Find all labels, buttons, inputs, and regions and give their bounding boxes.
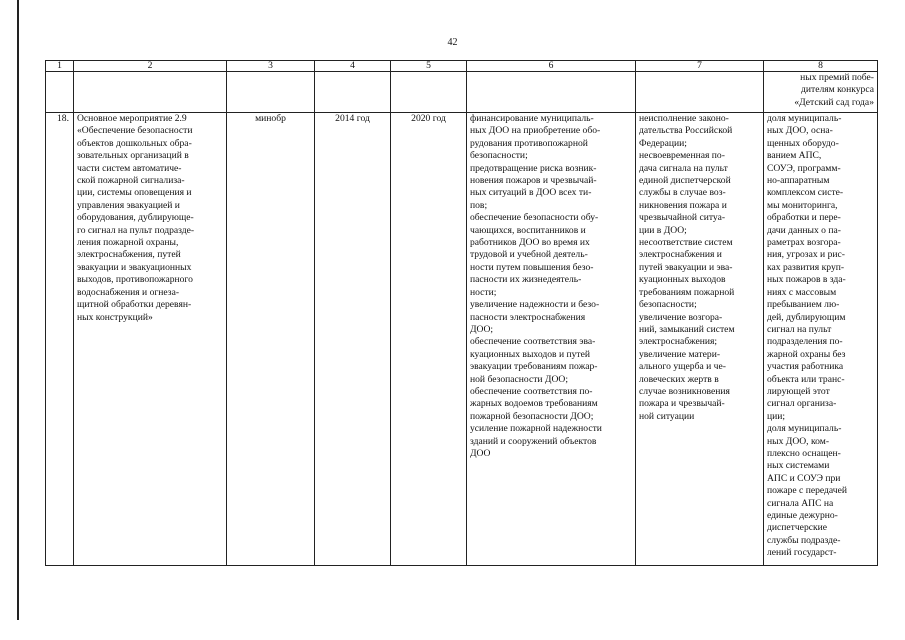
table-row	[46, 113, 878, 566]
executor-cell	[227, 113, 315, 566]
table-cell	[46, 72, 74, 113]
row-number: 18.	[57, 113, 69, 124]
start-year-cell	[315, 113, 391, 566]
header-cell: 6	[467, 61, 636, 72]
indicator-continuation-cell	[764, 72, 878, 113]
table-header-row	[46, 61, 878, 72]
indicators-cell	[764, 113, 878, 566]
table-cell	[227, 72, 315, 113]
end-year-cell	[391, 113, 467, 566]
header-cell: 3	[227, 61, 315, 72]
expected-results-cell	[467, 113, 636, 566]
executor: минобр	[255, 113, 286, 124]
header-cell: 7	[636, 61, 764, 72]
header-cell: 4	[315, 61, 391, 72]
table-cell	[636, 72, 764, 113]
table-cell	[391, 72, 467, 113]
start-year: 2014 год	[335, 113, 370, 124]
indicators: доля муниципаль- ных ДОО, осна- щенных оборудо- ванием АПС, СОУЭ, программ- но-аппаратным комплексом систе- мы мониторинга, обработки и пере- дачи данных о па- раметрах возгора- ния, угрозах и рис- ках развития круп- ных пожаров в зда- ниях с массовым пребыванием лю- дей, дублирующим сигнал на пульт подразделения по- жарной охраны без участия работника объекта или транс- лирующей этот сигнал организа- ции; доля муниципаль- ных ДОО, ком- плексно оснащен- ных системами АПС и СОУЭ при пожаре с передачей сигнала АПС на единые дежурно- диспетчерские службы подразде- лений государст-	[767, 113, 847, 559]
table-cell	[467, 72, 636, 113]
risks-cell	[636, 113, 764, 566]
header-cell: 8	[764, 61, 878, 72]
row-number-cell	[46, 113, 74, 566]
indicator-continuation-text: ных премий побе- дителям конкурса «Детский сад года»	[794, 72, 874, 108]
program-activities-table	[45, 60, 878, 566]
activity-name-cell	[74, 113, 227, 566]
risks: неисполнение законо- дательства Российской Федерации; несвоевременная по- дача сигнала на пульт единой диспетчерской службы в случае воз- никновения пожара и чрезвычайной ситуа- ции в ДОО; несоответствие систем электроснабжения и путей эвакуации и эва- куационных выходов требованиям пожарной безопасности; увеличение возгора- ний, замыканий систем электроснабжения; увеличение матери- ального ущерба и че- ловеческих жертв в случае возникновения пожара и чрезвычай- ной ситуации	[639, 113, 735, 422]
page-margin-line	[17, 0, 19, 620]
table-cell	[315, 72, 391, 113]
continuation-row	[46, 72, 878, 113]
header-cell: 5	[391, 61, 467, 72]
page-number: 42	[447, 37, 458, 48]
header-cell: 1	[46, 61, 74, 72]
expected-results: финансирование муниципаль- ных ДОО на приобретение обо- рудования противопожарной безопасности; предотвращение риска возник- новения пожаров и чрезвычай- ных ситуаций в ДОО всех ти- пов; обеспечение безопасности обу- чающихся, воспитанников и работников ДОО во время их трудовой и учебной деятель- ности путем повышения безо- пасности их жизнедеятель- ности; увеличение надежности и безо- пасности электроснабжения ДОО; обеспечение соответствия эва- куационных выходов и путей эвакуации требованиям пожар- ной безопасности ДОО; обеспечение соответствия по- жарных водоемов требованиям пожарной безопасности ДОО; усиление пожарной надежности зданий и сооружений объектов ДОО	[470, 113, 602, 459]
header-cell: 2	[74, 61, 227, 72]
end-year: 2020 год	[411, 113, 446, 124]
activity-name: Основное мероприятие 2.9 «Обеспечение безопасности объектов дошкольных обра- зовательных организаций в части систем автоматиче- ской пожарной сигнализа- ции, системы оповещения и управления эвакуацией и оборудования, дублирующе- го сигнал на пульт подразде- ления пожарной охраны, электроснабжения, путей эвакуации и эвакуационных выходов, противопожарного водоснабжения и огнеза- щитной обработки деревян- ных конструкций»	[77, 113, 195, 323]
table-cell	[74, 72, 227, 113]
